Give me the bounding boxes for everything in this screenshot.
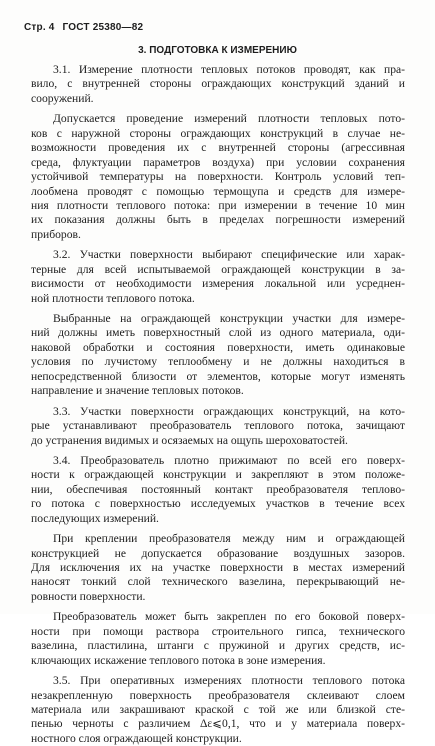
text-line: незакрепленную поверхность преобразователя склеивают слоем — [31, 688, 405, 702]
text-line: до устранения видимых и осязаемых на ощупь шероховатостей. — [31, 433, 348, 447]
text-line: направление и значение тепловых потоков. — [31, 384, 244, 398]
text-line: терные для всей испытываемой ограждающей конструкции в за- — [31, 262, 405, 276]
text-line: 3.1. Измерение плотности тепловых потоков проводят, как пра- — [53, 63, 405, 76]
text-line: устойчивой температуры на поверхности. Контроль условий теп- — [31, 170, 405, 184]
text-line: сооружений. — [31, 91, 94, 105]
paragraph — [31, 405, 405, 448]
text-line: наносят тонкий слой технического вазелина, перекрывающий не- — [31, 575, 405, 589]
text-line: го потока с поверхностью исследуемых участков в течение всех — [31, 497, 405, 511]
text-line: Допускается проведение измерений плотности тепловых пото- — [53, 112, 405, 126]
text-line: Для исключения их на участке поверхности в местах измерений — [31, 561, 405, 574]
text-line: ной плотности теплового потока. — [31, 291, 195, 305]
text-line: ровности поверхности. — [31, 589, 146, 603]
text-line: 3.3. Участки поверхности ограждающих конструкций, на кото- — [53, 404, 405, 418]
text-line: ния плотности теплового потока: при измерении в течение 10 мин — [31, 198, 405, 212]
page-number: Стр. 4 — [24, 22, 55, 33]
paragraph — [31, 248, 405, 306]
text-line: висимости от необходимости измерения локальной или усреднен- — [31, 277, 405, 291]
text-line: пенью черноты с различием Δε⩽0,1, что и у материала поверх- — [31, 717, 405, 731]
text-line: нии, обеспечивая постоянный контакт преобразователя теплово- — [31, 482, 405, 496]
document-body — [31, 63, 405, 746]
text-line: возможности проведения их с внутренней стороны (агрессивная — [31, 141, 405, 155]
text-line: условия по лучистому теплообмену и не должны находиться в — [31, 355, 405, 369]
text-line: ности при помощи раствора строительного гипса, технического — [31, 624, 405, 638]
text-line: 3.2. Участки поверхности выбирают специфические или харак- — [53, 248, 405, 262]
text-line: ностного слоя ограждающей конструкции. — [31, 731, 242, 745]
paragraph — [31, 674, 405, 746]
text-line: последующих измерений. — [31, 511, 159, 525]
text-line: ности к ограждающей конструкции и закрепляют в этом положе- — [31, 468, 405, 482]
section-title: 3. ПОДГОТОВКА К ИЗМЕРЕНИЮ — [138, 45, 297, 56]
text-line: непосредственной близости от элементов, которые могут изменять — [31, 369, 405, 383]
paragraph — [31, 610, 405, 668]
text-line: ков с наружной стороны ограждающих конструкций в случае не- — [31, 126, 405, 140]
text-line: 3.4. Преобразователь плотно прижимают по всей его поверх- — [53, 453, 405, 467]
text-line: наковой обработки и состояния поверхности, иметь одинаковые — [31, 340, 405, 354]
paragraph — [31, 312, 405, 399]
text-line: материала или закрашивают краской с той же или близкой сте- — [31, 702, 405, 716]
text-line: рые устанавливают преобразователь теплового потока, зачищают — [31, 419, 405, 433]
text-line: приборов. — [31, 227, 81, 241]
text-line: лообмена проводят с помощью термощупа и средств для измере- — [31, 184, 405, 198]
text-line: конструкцией не допускается образование воздушных зазоров. — [31, 546, 405, 560]
text-line: ключающих искажение теплового потока в зоне измерения. — [31, 653, 326, 667]
standard-number: ГОСТ 25380—82 — [62, 22, 144, 33]
paragraph — [31, 532, 405, 604]
paragraph — [31, 63, 405, 106]
paragraph — [31, 454, 405, 526]
text-line: Преобразователь может быть закреплен по его боковой поверх- — [53, 610, 405, 624]
text-line: 3.5. При оперативных измерениях плотности теплового потока — [53, 674, 405, 688]
paragraph — [31, 112, 405, 242]
text-line: При креплении преобразователя между ним и ограждающей — [53, 532, 405, 546]
text-line: их показания должны быть в пределах погрешности измерений — [31, 213, 405, 227]
text-line: Выбранные на ограждающей конструкции участки для измере- — [53, 312, 405, 325]
text-line: вило, с внутренней стороны ограждающих конструкций зданий и — [31, 77, 405, 91]
text-line: среда, флуктуации параметров воздуха) при условии сохранения — [31, 155, 405, 169]
text-line: вазелина, пластилина, штанги с пружиной и других средств, ис- — [31, 639, 405, 653]
page-header — [24, 22, 143, 33]
text-line: ний должны иметь поверхностный слой из одного материала, оди- — [31, 326, 405, 340]
